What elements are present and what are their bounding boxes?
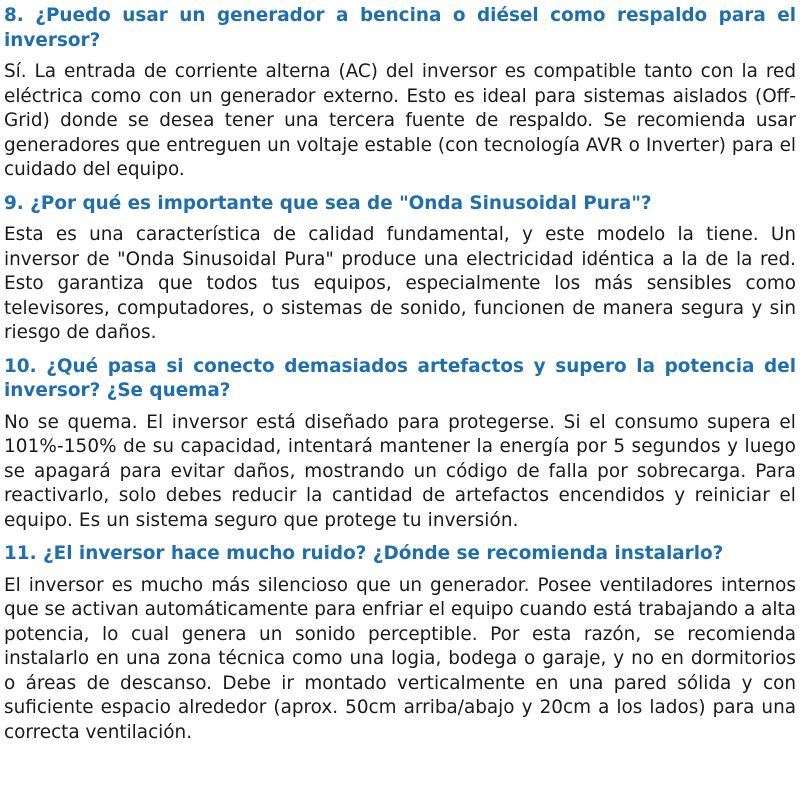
faq-item-8 (4, 4, 796, 183)
faq-answer: No se quema. El inversor está diseñado para protegerse. Si el consumo supera el 101%-150% de su capacidad, intentará mantener la energía por 5 segundos y luego se apagará para evitar daños, mostrando un código de falla por sobrecarga. Para reactivarlo, solo debes reducir la cantidad de artefactos encendidos y reiniciar el equipo. Es un sistema seguro que protege tu inversión. (4, 411, 796, 531)
faq-item-9 (4, 192, 796, 346)
faq-question: 8. ¿Puedo usar un generador a bencina o diésel como respaldo para el inversor? (4, 5, 796, 51)
faq-question: 10. ¿Qué pasa si conecto demasiados artefactos y supero la potencia del inversor? ¿Se quema? (4, 355, 796, 401)
faq-question: 9. ¿Por qué es importante que sea de "Onda Sinusoidal Pura"? (4, 192, 652, 214)
faq-answer: El inversor es mucho más silencioso que un generador. Posee ventiladores internos que se activan automáticamente para enfriar el equipo cuando está trabajando a alta potencia, lo cual genera un sonido perceptible. Por esta razón, se recomienda instalarlo en una zona técnica como una logia, bodega o garaje, y no en dormitorios o áreas de descanso. Debe ir montado verticalmente en una pared sólida y con suficiente espacio alrededor (aprox. 50cm arriba/abajo y 20cm a los lados) para una correcta ventilación. (4, 574, 796, 743)
faq-item-11 (4, 542, 796, 745)
faq-question: 11. ¿El inversor hace mucho ruido? ¿Dónde se recomienda instalarlo? (4, 543, 724, 564)
faq-answer: Esta es una característica de calidad fundamental, y este modelo la tiene. Un inversor de "Onda Sinusoidal Pura" produce una electricidad idéntica a la de la red. Esto garantiza que todos tus equipos, especialmente los más sensibles como televisores, computadores, o sistemas de sonido, funcionen de manera segura y sin riesgo de daños. (4, 224, 796, 343)
faq-answer: Sí. La entrada de corriente alterna (AC) del inversor es compatible tanto con la red eléctrica como con un generador externo. Esto es ideal para sistemas aislados (Off-Grid) donde se desea tener una tercera fuente de respaldo. Se recomienda usar generadores que entreguen un voltaje estable (con tecnología AVR o Inverter) para el cuidado del equipo. (4, 61, 796, 180)
faq-item-10 (4, 355, 796, 534)
